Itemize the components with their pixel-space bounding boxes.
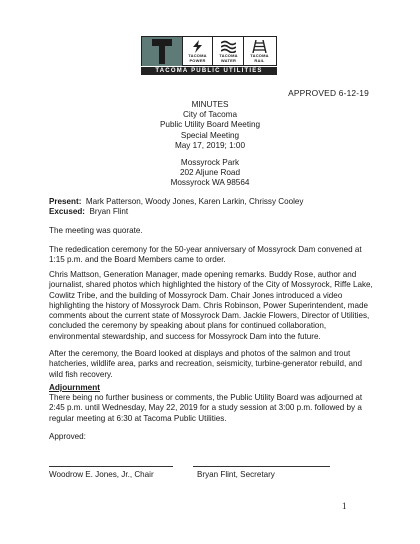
after-ceremony-paragraph: After the ceremony, the Board looked at displays and photos of the salmon and trout hatcheries, wildlife area, parks and recreation, seismicity, turbine-generator rebuild, and wild fish recovery. (49, 349, 362, 379)
secretary-signature-line (193, 466, 330, 467)
unit-label-line2: POWER (189, 58, 206, 63)
attendance (49, 197, 374, 218)
doc-meeting-type: Special Meeting (180, 130, 240, 140)
unit-label-line2: WATER (220, 58, 237, 63)
water-waves-icon (221, 40, 236, 53)
unit-label-line1: TACOMA (250, 53, 269, 58)
doc-board: Public Utility Board Meeting (159, 120, 261, 130)
doc-date: May 17, 2019; 1:00 (174, 140, 246, 150)
excused-names: Bryan Flint (89, 207, 129, 217)
doc-org: City of Tacoma (183, 110, 237, 120)
logo-name-bar: TACOMA PUBLIC UTILITIES (141, 67, 277, 75)
unit-label-line1: TACOMA (219, 53, 238, 58)
logo-unit-power (182, 37, 213, 66)
adjournment-paragraph: There being no further business or comments, the Public Utility Board was adjourned at 2:45 p.m. until Wednesday, May 22, 2019 for a study session at 3:00 p.m. followed by a regular meeting at 6:30 at Tacoma Public Utilities. (49, 393, 363, 423)
tacoma-public-utilities-logo (141, 36, 277, 76)
lightning-icon (190, 40, 205, 53)
logo-unit-water (213, 37, 244, 66)
chair-signature-name: Woodrow E. Jones, Jr., Chair (49, 470, 154, 479)
unit-label-line2: RAIL (254, 58, 265, 63)
location-street: 202 Aljune Road (179, 168, 241, 178)
excused-line (49, 207, 374, 217)
page-number: 1 (342, 501, 347, 511)
approved-label: Approved: (49, 432, 86, 441)
t-logo-icon (142, 37, 183, 66)
doc-title: MINUTES (191, 100, 229, 109)
quorum-paragraph: The meeting was quorate. (49, 226, 143, 235)
logo-unit-rail (244, 37, 276, 66)
meeting-location (0, 158, 420, 189)
rail-tracks-icon (252, 40, 267, 53)
logo-top-panel (141, 36, 277, 66)
secretary-signature-name: Bryan Flint, Secretary (197, 470, 275, 479)
location-name: Mossyrock Park (180, 158, 240, 167)
rededication-paragraph: The rededication ceremony for the 50-year anniversary of Mossyrock Dam convened at 1:15 p.m. and the Board Members came to order. (49, 245, 362, 265)
present-names: Mark Patterson, Woody Jones, Karen Larkin, Chrissy Cooley (85, 197, 304, 206)
chair-signature-line (49, 466, 173, 467)
unit-label-line1: TACOMA (188, 53, 207, 58)
remarks-paragraph: Chris Mattson, Generation Manager, made opening remarks. Buddy Rose, author and journalist, shared photos which highlighted the history of the City of Mossyrock, Riffe Lake, Cowlitz Tribe, and the building of Mossyrock Dam. Chair Jones introduced a video highlighting the history of Mossyrock Dam. Chris Robinson, Power Superintendent, made comments about the current state of Mossyrock Dam. Jackie Flowers, Director of Utilities, concluded the ceremony by speaking about plans for continued collaboration, environmental stewardship, and success for Mossyrock Dam into the future. (49, 270, 373, 341)
adjournment-heading: Adjournment (49, 383, 100, 392)
present-line (49, 197, 374, 207)
document-heading (0, 100, 420, 151)
present-label: Present: (49, 197, 82, 206)
excused-label: Excused: (49, 207, 85, 217)
approved-stamp: APPROVED 6-12-19 (288, 88, 369, 98)
location-city: Mossyrock WA 98564 (170, 178, 250, 188)
